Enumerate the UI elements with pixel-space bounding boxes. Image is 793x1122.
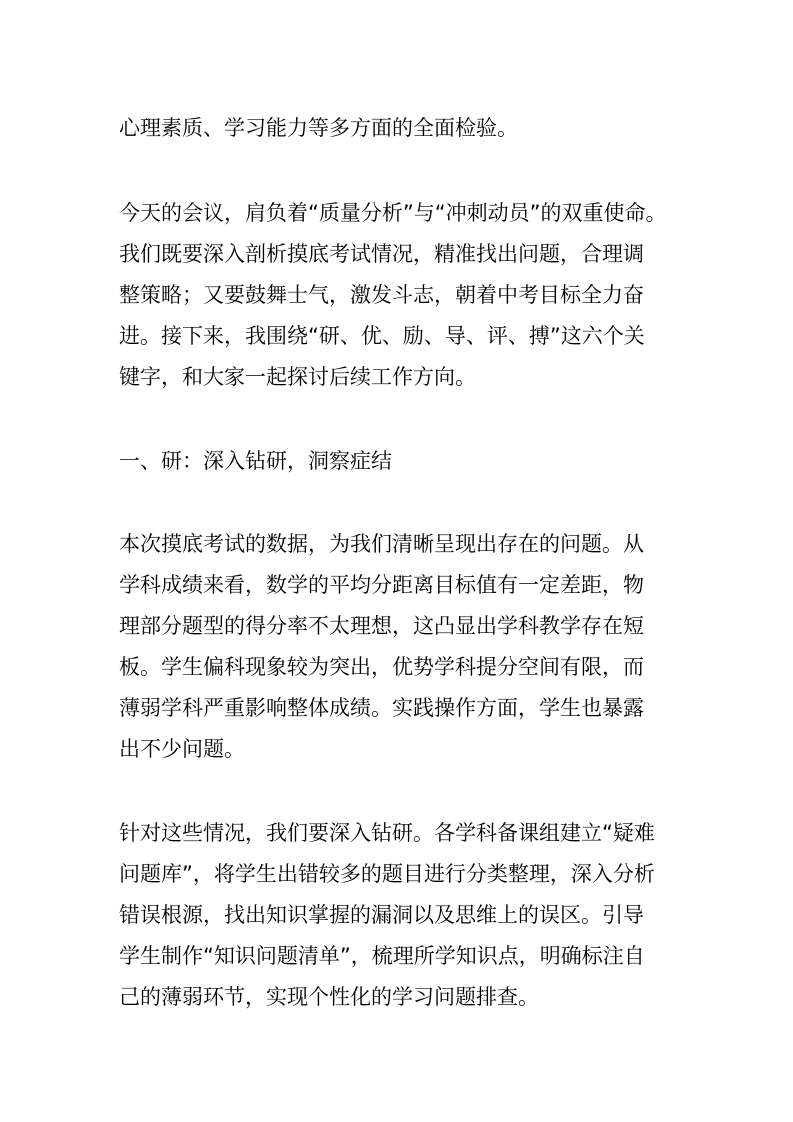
paragraph-line: 错误根源，找出知识掌握的漏洞以及思维上的误区。引导: [119, 903, 644, 927]
paragraph-line: 学科成绩来看，数学的平均分距离目标值有一定差距，物: [119, 573, 644, 597]
paragraph-line: 出不少问题。: [119, 737, 245, 761]
paragraph-line: 薄弱学科严重影响整体成绩。实践操作方面，学生也暴露: [119, 696, 644, 720]
section-heading: 一、研：深入钻研，洞察症结: [119, 449, 392, 473]
paragraph-line: 学生制作“知识问题清单”，梳理所学知识点，明确标注自: [119, 944, 645, 968]
paragraph-line: 己的薄弱环节，实现个性化的学习问题排查。: [119, 985, 539, 1009]
paragraph-line: 今天的会议，肩负着“质量分析”与“冲刺动员”的双重使命。: [119, 201, 667, 225]
paragraph-line: 本次摸底考试的数据，为我们清晰呈现出存在的问题。从: [119, 532, 644, 556]
paragraph-line: 心理素质、学习能力等多方面的全面检验。: [119, 116, 518, 140]
paragraph-line: 整策略；又要鼓舞士气，激发斗志，朝着中考目标全力奋: [119, 283, 644, 307]
paragraph-line: 板。学生偏科现象较为突出，优势学科提分空间有限，而: [119, 655, 644, 679]
paragraph-line: 问题库”，将学生出错较多的题目进行分类整理，深入分析: [119, 862, 655, 886]
paragraph-line: 针对这些情况，我们要深入钻研。各学科备课组建立“疑难: [119, 821, 655, 845]
paragraph-line: 进。接下来，我围绕“研、优、励、导、评、搏”这六个关: [119, 324, 645, 348]
paragraph-line: 理部分题型的得分率不太理想，这凸显出学科教学存在短: [119, 614, 644, 638]
paragraph-line: 键字，和大家一起探讨后续工作方向。: [119, 365, 476, 389]
paragraph-line: 我们既要深入剖析摸底考试情况，精准找出问题，合理调: [119, 242, 644, 266]
